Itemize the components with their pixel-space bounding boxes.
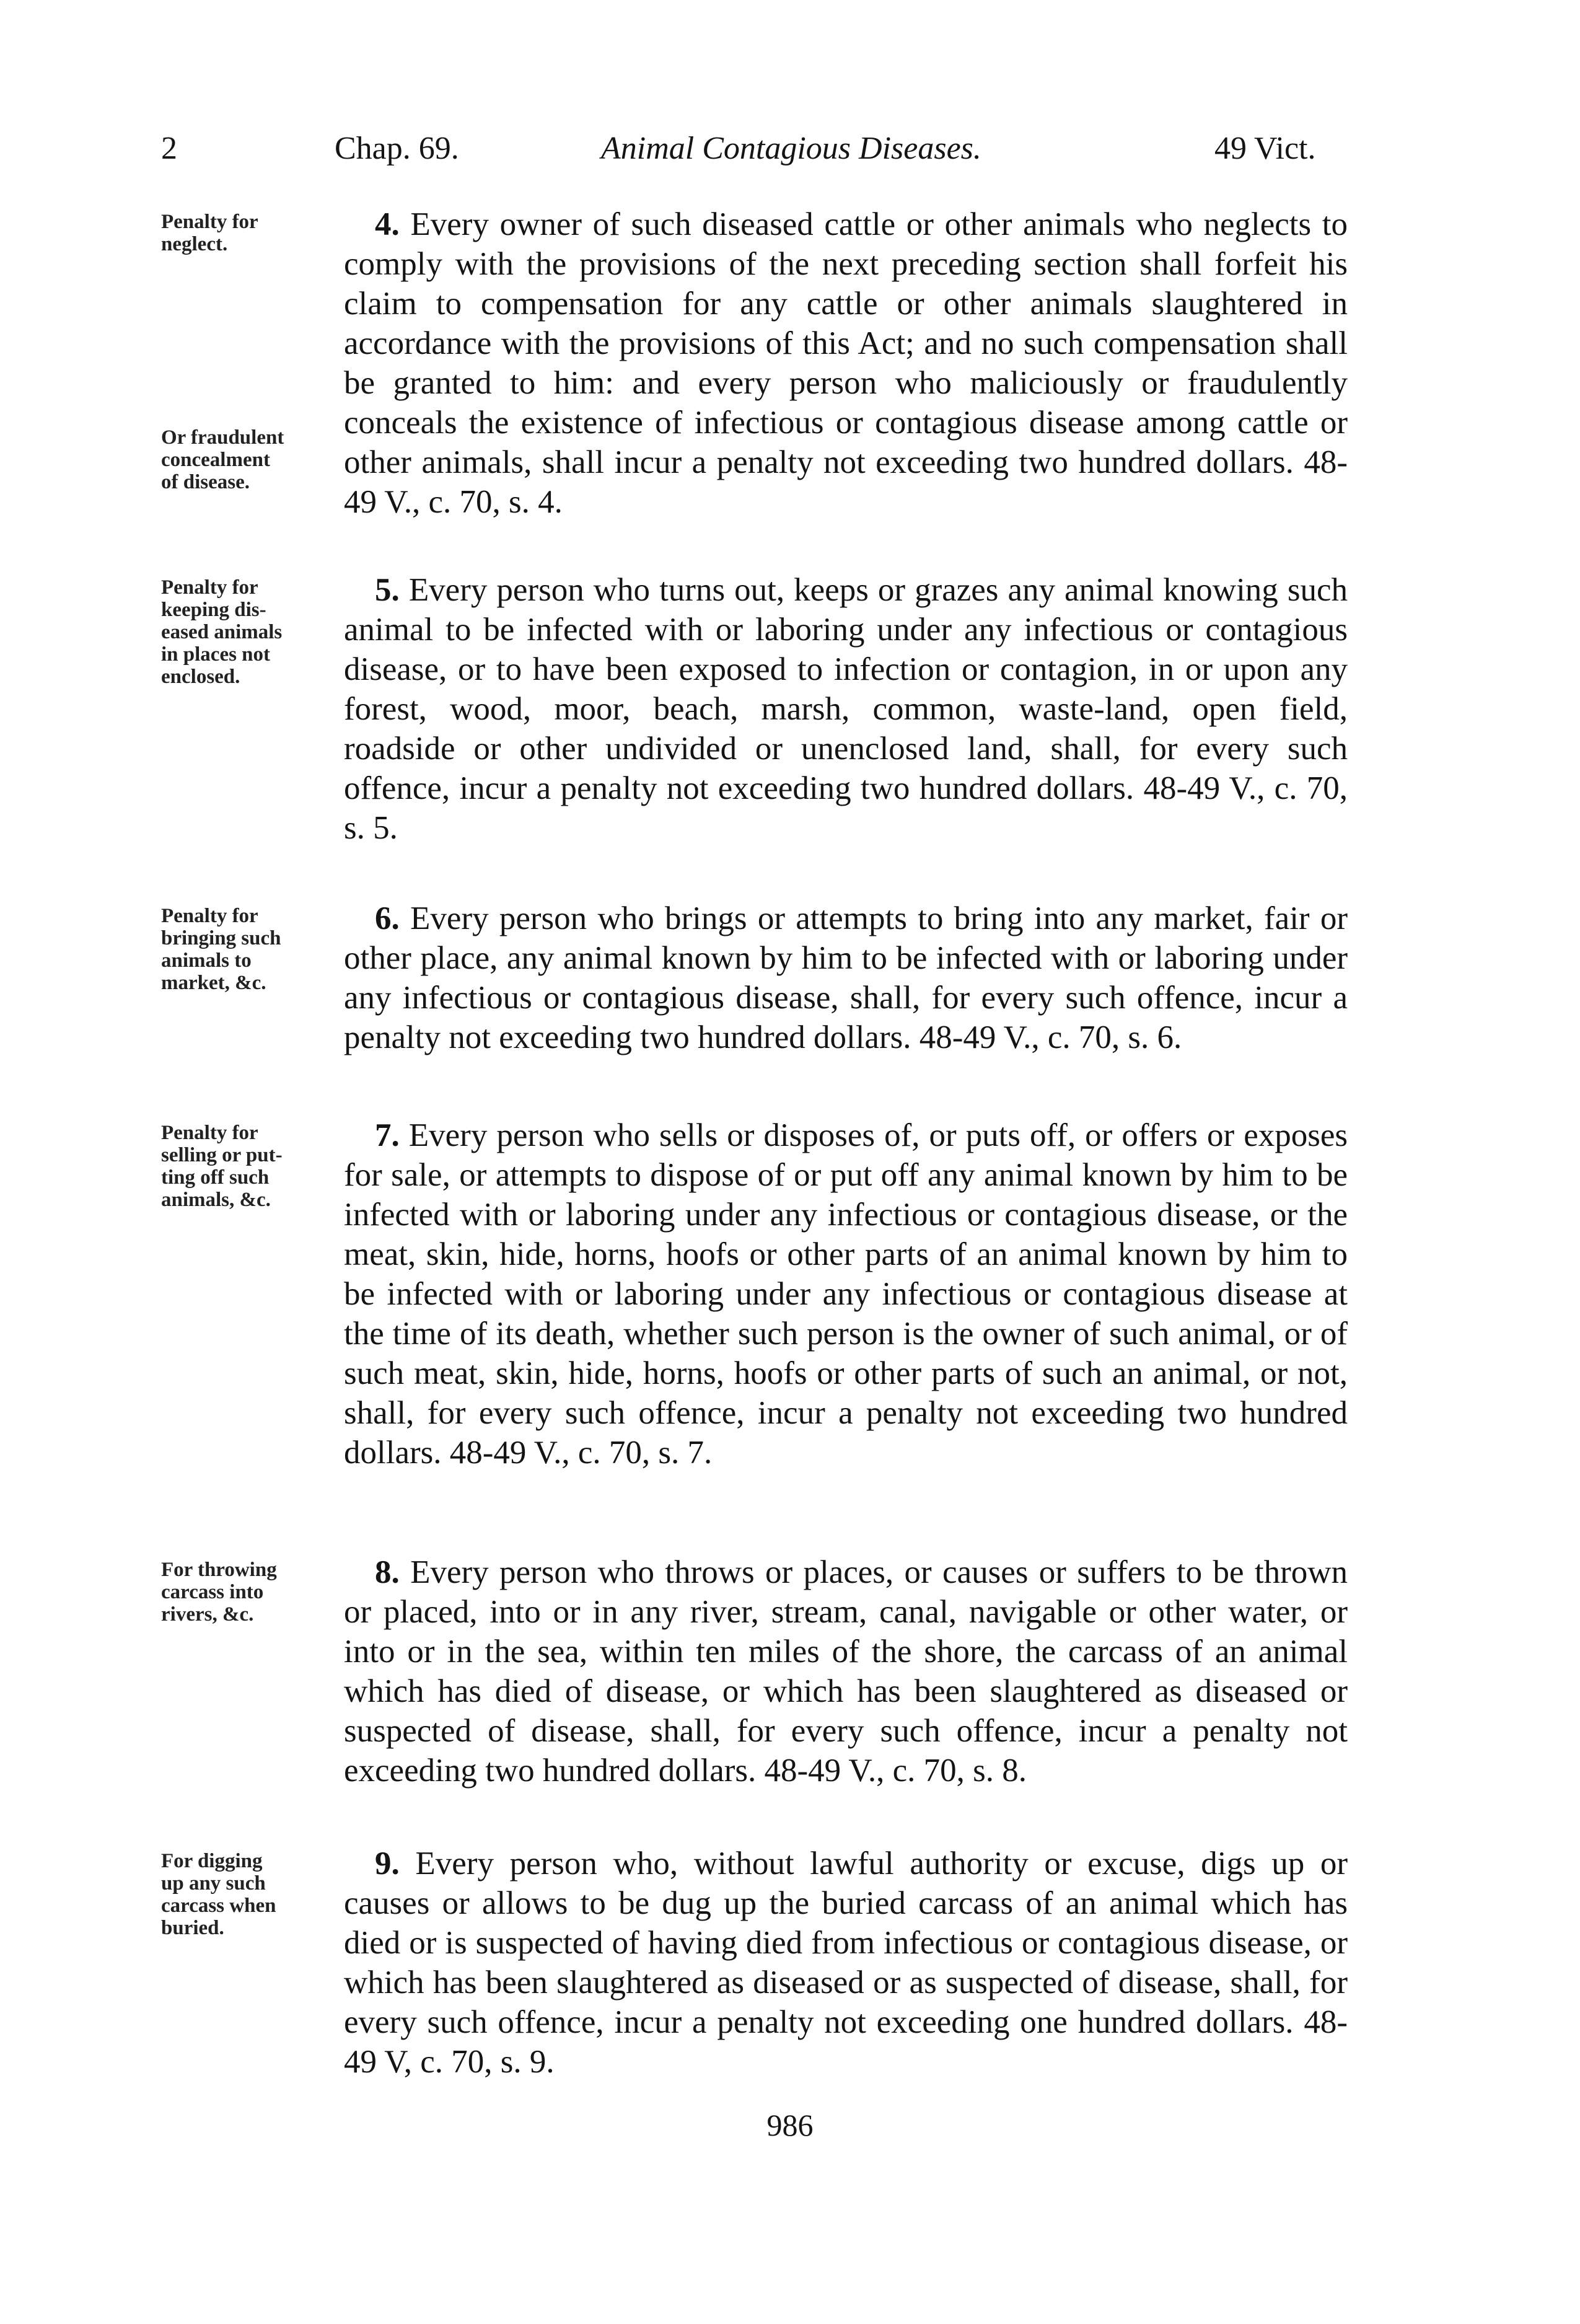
section-number: 8. — [375, 1554, 400, 1590]
section-body: Every person who turns out, keeps or grazes any animal knowing such animal to be infected with or laboring under any infectious or contagious disease, or to have been exposed to infection or contagion, in or upon any forest, wood, moor, beach, marsh, common, waste-land, open field, roadside or other undivided or unenclosed land, shall, for every such offence, incur a penalty not exceeding two hundred dollars. 48-49 V., c. 70, s. 5. — [344, 572, 1348, 846]
margin-note: Penalty for selling or put- ting off such animals, &c. — [161, 1122, 283, 1211]
header-chapter: Chap. 69. — [335, 131, 459, 166]
header-regnal-year: 49 Vict. — [1214, 131, 1316, 166]
folio-number: 986 — [766, 2108, 814, 2142]
section-body: Every person who brings or attempts to bring into any market, fair or other place, any animal known by him to be infected with or laboring under any infectious or contagious disease, shall, for every such offence, incur a penalty not exceeding two hundred dollars. 48-49 V., c. 70, s. 6. — [344, 900, 1348, 1055]
header-page-number: 2 — [161, 131, 177, 166]
section-text — [344, 1552, 1348, 1790]
section-number: 6. — [375, 900, 400, 936]
section-text — [344, 205, 1348, 522]
section-text — [344, 570, 1348, 848]
section-number: 9. — [375, 1846, 400, 1882]
margin-note: Penalty for bringing such animals to market, &c. — [161, 905, 281, 994]
section-number: 4. — [375, 206, 400, 242]
header-title: Animal Contagious Diseases. — [601, 131, 981, 166]
margin-note: For digging up any such carcass when buried. — [161, 1850, 276, 1939]
margin-note: Penalty for neglect. — [161, 211, 258, 255]
section-body: Every owner of such diseased cattle or other animals who neglects to comply with the provisions of the next preceding section shall forfeit his claim to compensation for any cattle or other animals slaughtered in accordance with the provisions of this Act; and no such compensation shall be granted to him: and every person who maliciously or fraudulently conceals the existence of infectious or contagious disease among cattle or other animals, shall incur a penalty not exceeding two hundred dollars. 48-49 V., c. 70, s. 4. — [344, 206, 1348, 520]
running-header — [161, 118, 1332, 174]
section-body: Every person who sells or disposes of, or puts off, or offers or exposes for sale, or attempts to dispose of or put off any animal known by him to be infected with or laboring under any infectious or contagious disease, or the meat, skin, hide, horns, hoofs or other parts of an animal known by him to be infected with or laboring under any infectious or contagious disease at the time of its death, whether such person is the owner of such animal, or of such meat, skin, hide, horns, hoofs or other parts of such an animal, or not, shall, for every such offence, incur a penalty not exceeding two hundred dollars. 48-49 V., c. 70, s. 7. — [344, 1117, 1348, 1471]
margin-note: Or fraudulent concealment of disease. — [161, 426, 284, 493]
section-number: 5. — [375, 572, 400, 608]
section-number: 7. — [375, 1117, 400, 1153]
section-body: Every person who throws or places, or causes or suffers to be thrown or placed, into or in any river, stream, canal, navigable or other water, or into or in the sea, within ten miles of the shore, the carcass of an animal which has died of disease, or which has been slaughtered as diseased or suspected of disease, shall, for every such offence, incur a penalty not exceeding two hundred dollars. 48-49 V., c. 70, s. 8. — [344, 1554, 1348, 1789]
section-text — [344, 899, 1348, 1057]
section-body: Every person who, without lawful authority or excuse, digs up or causes or allows to be dug up the buried carcass of an animal which has died or is suspected of having died from infectious or contagious disease, or which has been slaughtered as diseased or as suspected of disease, shall, for every such offence, incur a penalty not exceeding one hundred dollars. 48-49 V, c. 70, s. 9. — [344, 1846, 1348, 2080]
section-text — [344, 1116, 1348, 1472]
section-text — [344, 1844, 1348, 2082]
margin-note: For throwing carcass into rivers, &c. — [161, 1559, 277, 1626]
margin-note: Penalty for keeping dis- eased animals in places not enclosed. — [161, 576, 283, 688]
